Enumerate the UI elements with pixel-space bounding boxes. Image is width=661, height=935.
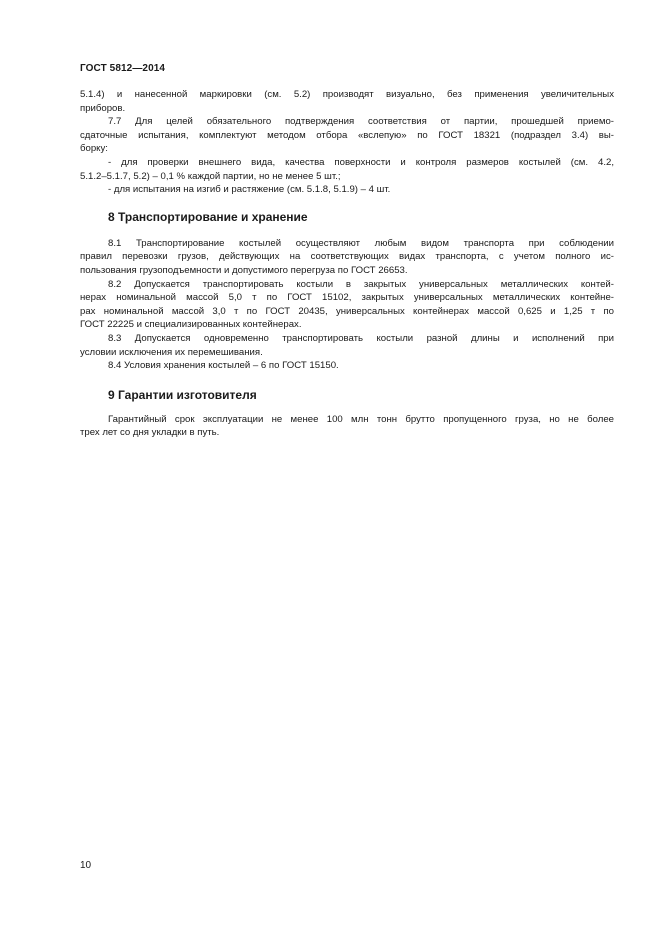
text-line: пользования грузоподъемности и допустимого перегруза по ГОСТ 26653. xyxy=(80,264,408,276)
text-line: правил перевозки грузов, действующих на соответствующих видах транспорта, с учетом полного ис- xyxy=(80,251,614,263)
text-line: рах номинальной массой 3,0 т по ГОСТ 20435, универсальных контейнерах массой 0,625 и 1,25 т по xyxy=(80,305,614,317)
text-line: 8.1 Транспортирование костылей осуществляют любым видом транспорта при соблюдении xyxy=(108,237,614,249)
text-line: нерах номинальной массой 5,0 т по ГОСТ 15102, закрытых универсальных металлических контейне- xyxy=(80,292,614,304)
text-line: трех лет со дня укладки в путь. xyxy=(80,427,220,439)
text-line: ГОСТ 22225 и специализированных контейнерах. xyxy=(80,319,302,331)
text-line: борку: xyxy=(80,143,108,155)
text-line: 8.3 Допускается одновременно транспортировать костыли разной длины и исполнений при xyxy=(108,332,614,344)
text-line: 5.1.4) и нанесенной маркировки (см. 5.2) производят визуально, без применения увеличительных xyxy=(80,89,614,100)
text-line: 7.7 Для целей обязательного подтверждения соответствия от партии, прошедшей приемо- xyxy=(108,116,614,128)
document-body xyxy=(80,88,614,440)
text-line: 5.1.2–5.1.7, 5.2) – 0,1 % каждой партии, но не менее 5 шт.; xyxy=(80,170,341,182)
text-line: 8.4 Условия хранения костылей – 6 по ГОСТ 15150. xyxy=(108,360,339,372)
text-line: - для испытания на изгиб и растяжение (см. 5.1.8, 5.1.9) – 4 шт. xyxy=(108,184,391,196)
text-line: 8.2 Допускается транспортировать костыли в закрытых универсальных металлических контей- xyxy=(108,278,614,290)
document-header-code: ГОСТ 5812—2014 xyxy=(80,63,166,74)
text-line: - для проверки внешнего вида, качества поверхности и контроля размеров костылей (см. 4.2, xyxy=(108,156,614,168)
section-heading-warranty: 9 Гарантии изготовителя xyxy=(108,387,257,402)
text-line: сдаточные испытания, комплектуют методом отбора «вслепую» по ГОСТ 18321 (подраздел 3.4) вы- xyxy=(80,129,614,141)
text-line: условии исключения их перемешивания. xyxy=(80,346,263,358)
text-line: Гарантийный срок эксплуатации не менее 100 млн тонн брутто пропущенного груза, но не более xyxy=(108,413,614,425)
text-line: приборов. xyxy=(80,102,126,114)
page-number: 10 xyxy=(80,860,92,871)
section-heading-transport: 8 Транспортирование и хранение xyxy=(108,209,308,224)
